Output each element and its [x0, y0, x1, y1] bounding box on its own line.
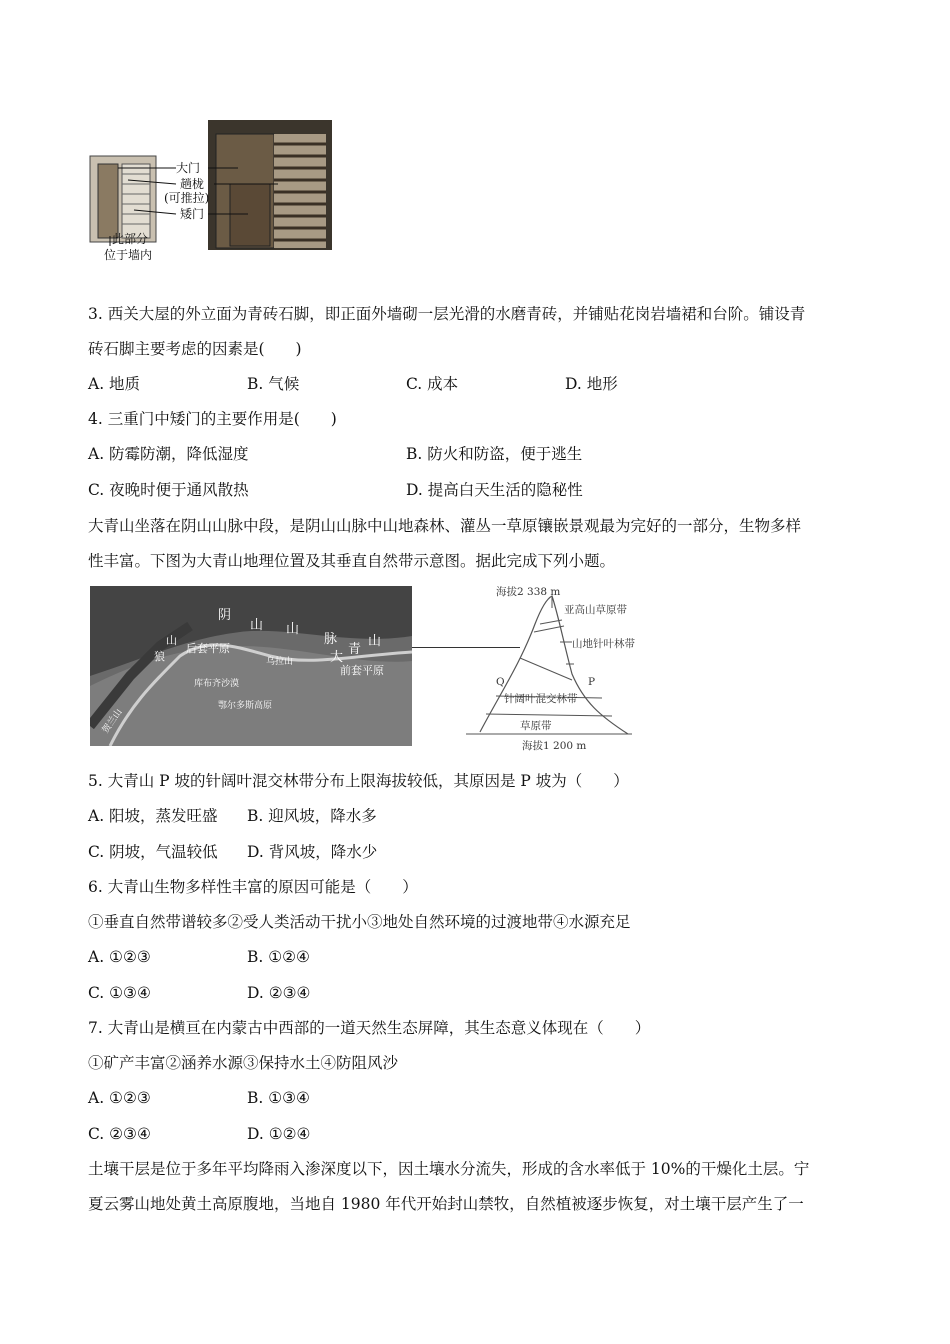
q4-option-a[interactable]: A. 防霉防潮，降低湿度	[88, 445, 249, 463]
passage2-line1: 大青山坐落在阴山山脉中段，是阴山山脉中山地森林、灌丛一草原镶嵌景观最为完好的一部分，生物多样	[88, 517, 802, 535]
diagram-top-elevation: 海拔2 338 m	[496, 586, 561, 598]
map-label-shan2: 山	[250, 618, 264, 633]
map-label-ordos: 鄂尔多斯高原	[218, 701, 273, 711]
q7-stem: 7. 大青山是横亘在内蒙古中西部的一道天然生态屏障，其生态意义体现在（ ）	[88, 1019, 651, 1037]
q7-items: ①矿产丰富②涵养水源③保持水土④防阻风沙	[88, 1054, 399, 1072]
map-label-qing: 青	[348, 642, 362, 657]
location-map	[90, 586, 412, 746]
q7-option-d[interactable]: D. ①②④	[247, 1125, 311, 1143]
q5-option-d[interactable]: D. 背风坡，降水少	[247, 843, 378, 861]
passage3-line2: 夏云雾山地处黄土高原腹地，当地自 1980 年代开始封山禁牧，自然植被逐步恢复，对土壤干层产生了一	[88, 1195, 804, 1213]
diagram-zone-conifer: 山地针叶林带	[572, 638, 635, 650]
label-main-door: 大门	[176, 161, 201, 175]
map-label-helan: 贺兰山	[100, 707, 125, 736]
q3-stem-line1: 3. 西关大屋的外立面为青砖石脚，即正面外墙砌一层光滑的水磨青砖，并铺贴花岗岩墙裙和台阶。铺设青	[88, 305, 806, 323]
q4-stem: 4. 三重门中矮门的主要作用是( )	[88, 410, 337, 428]
q7-option-b[interactable]: B. ①③④	[247, 1089, 310, 1107]
q6-option-a[interactable]: A. ①②③	[88, 948, 151, 966]
q7-option-c[interactable]: C. ②③④	[88, 1125, 151, 1143]
q6-option-b[interactable]: B. ①②④	[247, 948, 310, 966]
q5-option-c[interactable]: C. 阴坡，气温较低	[88, 843, 218, 861]
q4-option-d[interactable]: D. 提高白天生活的隐秘性	[406, 481, 583, 499]
note-line1: 此部分	[112, 232, 149, 246]
passage2-line2: 性丰富。下图为大青山地理位置及其垂直自然带示意图。据此完成下列小题。	[88, 552, 616, 570]
note-line2: 位于墙内	[104, 248, 153, 262]
q5-stem: 5. 大青山 P 坡的针阔叶混交林带分布上限海拔较低，其原因是 P 坡为（ ）	[88, 772, 629, 790]
vertical-zone-diagram	[460, 584, 640, 754]
map-label-shan4: 山	[368, 634, 382, 649]
map-label-mai: 脉	[324, 632, 338, 647]
map-label-shan1: 山	[166, 634, 177, 647]
q3-stem-line2: 砖石脚主要考虑的因素是( )	[88, 340, 302, 358]
q5-option-a[interactable]: A. 阳坡，蒸发旺盛	[88, 807, 218, 825]
q3-option-d[interactable]: D. 地形	[565, 375, 618, 393]
diagram-zone-mixed: 针阔叶混交林带	[504, 693, 578, 705]
q6-stem: 6. 大青山生物多样性丰富的原因可能是（ ）	[88, 878, 418, 896]
diagram-q: Q	[496, 676, 505, 688]
q7-option-a[interactable]: A. ①②③	[88, 1089, 151, 1107]
label-sliding-note: (可推拉)	[164, 191, 210, 205]
map-label-lang: 狼	[154, 650, 165, 663]
map-label-wulashan: 乌拉山	[266, 657, 294, 667]
map-label-qiantao: 前套平原	[340, 664, 384, 677]
q3-option-c[interactable]: C. 成本	[406, 375, 459, 393]
diagram-zone-grassland: 草原带	[520, 720, 552, 732]
q3-option-a[interactable]: A. 地质	[88, 375, 141, 393]
label-short-door: 矮门	[180, 207, 205, 221]
passage3-line1: 土壤干层是位于多年平均降雨入渗深度以下，因土壤水分流失，形成的含水率低于 10%的干燥化土层。宁	[88, 1160, 810, 1178]
q6-option-d[interactable]: D. ②③④	[247, 984, 311, 1002]
q5-option-b[interactable]: B. 迎风坡，降水多	[247, 807, 377, 825]
door-figure	[88, 118, 338, 268]
map-label-yin: 阴	[218, 608, 232, 623]
diagram-zone-subalpine: 亚高山草原带	[564, 604, 627, 616]
q6-items: ①垂直自然带谱较多②受人类活动干扰小③地处自然环境的过渡地带④水源充足	[88, 913, 631, 931]
q4-option-b[interactable]: B. 防火和防盗，便于逃生	[406, 445, 583, 463]
diagram-p: P	[588, 676, 596, 688]
q6-option-c[interactable]: C. ①③④	[88, 984, 151, 1002]
map-label-shan3: 山	[286, 622, 300, 637]
map-label-da: 大	[330, 650, 344, 665]
q3-option-b[interactable]: B. 气候	[247, 375, 300, 393]
label-sliding-gate: 趟栊	[180, 177, 205, 191]
map-label-houtao: 后套平原	[186, 642, 230, 655]
q4-option-c[interactable]: C. 夜晚时便于通风散热	[88, 481, 249, 499]
diagram-bottom-elevation: 海拔1 200 m	[522, 740, 587, 752]
map-label-kubuqi: 库布齐沙漠	[194, 679, 240, 689]
